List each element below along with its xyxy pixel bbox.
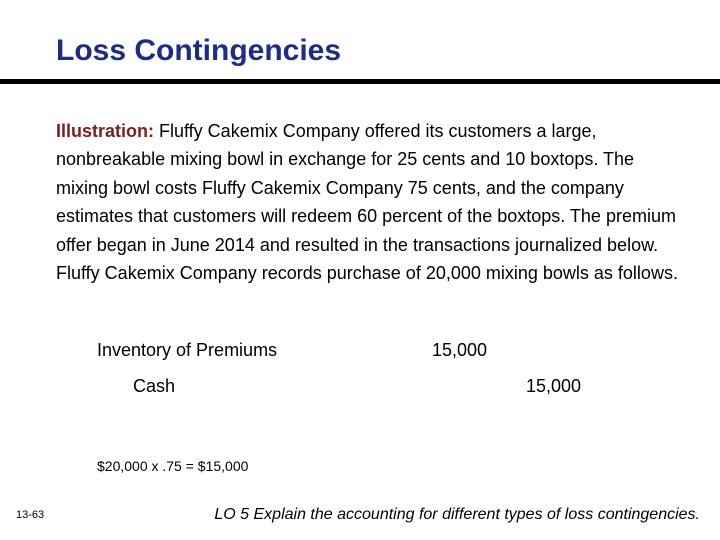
credit-amount: 15,000 (526, 376, 582, 396)
illustration-text: Fluffy Cakemix Company offered its customers a large, nonbreakable mixing bowl in exchange for 25 cents and 10 boxtops. The mixing bowl costs Fluffy Cakemix Company 75 cents, and the company estimates that customers will redeem 60 percent of the boxtops. The premium offer began in June 2014 and resulted in the transactions journalized below. Fluffy Cakemix Company records purchase of 20,000 mixing bowls as follows. (56, 121, 678, 284)
illustration-label: Illustration: (56, 121, 154, 141)
debit-account: Inventory of Premiums (97, 340, 278, 360)
credit-account: Cash (133, 376, 176, 396)
slide-number: 13-63 (16, 509, 45, 521)
debit-amount: 15,000 (432, 340, 488, 360)
calculation-note: $20,000 x .75 = $15,000 (97, 458, 249, 474)
learning-objective: LO 5 Explain the accounting for different types of loss contingencies. (214, 506, 700, 523)
slide-title: Loss Contingencies (56, 34, 342, 67)
illustration-paragraph (56, 117, 680, 287)
title-rule (0, 79, 720, 84)
